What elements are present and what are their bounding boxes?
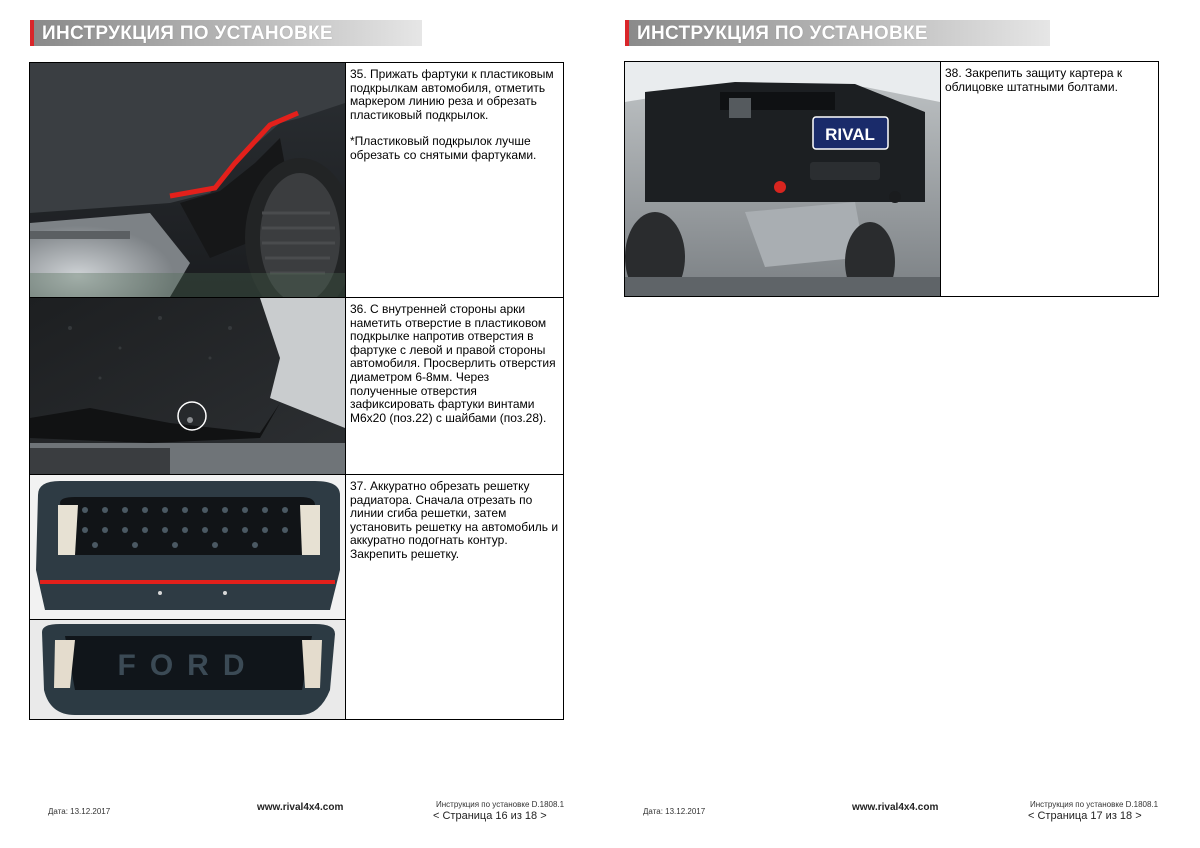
- photo-grille-fitted: [30, 620, 345, 719]
- photo-grille-cut-line: [30, 475, 345, 620]
- step-37-text: 37. Аккуратно обрезать решетку радиатора. Сначала отрезать по линии сгиба решетки, затем установить решетку на автомобиль и аккуратно подогнать контур. Закрепить решетку.: [350, 479, 559, 561]
- footer-site: www.rival4x4.com: [257, 802, 344, 813]
- page-title: ИНСТРУКЦИЯ ПО УСТАНОВКЕ: [637, 23, 928, 44]
- footer-date: Дата: 13.12.2017: [48, 807, 111, 816]
- step-35-note: *Пластиковый подкрылок лучше обрезать со снятыми фартуками.: [350, 134, 537, 162]
- page-title: ИНСТРУКЦИЯ ПО УСТАНОВКЕ: [42, 23, 333, 44]
- header-bar: [30, 20, 422, 46]
- header-bar: [625, 20, 1050, 46]
- footer-site: www.rival4x4.com: [852, 802, 939, 813]
- bumper-brand-text: RIVAL: [825, 125, 875, 144]
- step-row: [625, 62, 1159, 297]
- photo-bumper-skid-plate: [625, 62, 940, 296]
- footer-doc-id: Инструкция по установке D.1808.1: [1030, 800, 1159, 809]
- grille-logo-text: FORD: [117, 649, 259, 682]
- footer-date: Дата: 13.12.2017: [643, 807, 706, 816]
- photo-wheel-arch-drilling: [30, 298, 345, 474]
- footer-pager: < Страница 17 из 18 >: [1028, 810, 1142, 822]
- footer-pager: < Страница 16 из 18 >: [433, 810, 547, 822]
- footer-doc-id: Инструкция по установке D.1808.1: [436, 800, 565, 809]
- step-35-text: 35. Прижать фартуки к пластиковым подкрылкам автомобиля, отметить маркером линию реза и обрезать пластиковый подкрылок.: [350, 67, 554, 122]
- step-row: [30, 475, 564, 720]
- step-row: [30, 298, 564, 475]
- steps-table: [624, 61, 1159, 297]
- step-row: [30, 63, 564, 298]
- page-17: [600, 0, 1200, 848]
- steps-table: [29, 62, 564, 720]
- photo-fender-flare-trim: [30, 63, 345, 297]
- step-38-text: 38. Закрепить защиту картера к облицовке штатными болтами.: [945, 66, 1123, 94]
- step-36-text: 36. С внутренней стороны арки наметить отверстие в пластиковом подкрылке напротив отверстия в фартуке с левой и правой стороны автомобиля. Просверлить отверстия диаметром 6-8мм. Через полученные отверстия зафиксировать фартуки винтами М6х20 (поз.22) с шайбами (поз.28).: [350, 302, 556, 425]
